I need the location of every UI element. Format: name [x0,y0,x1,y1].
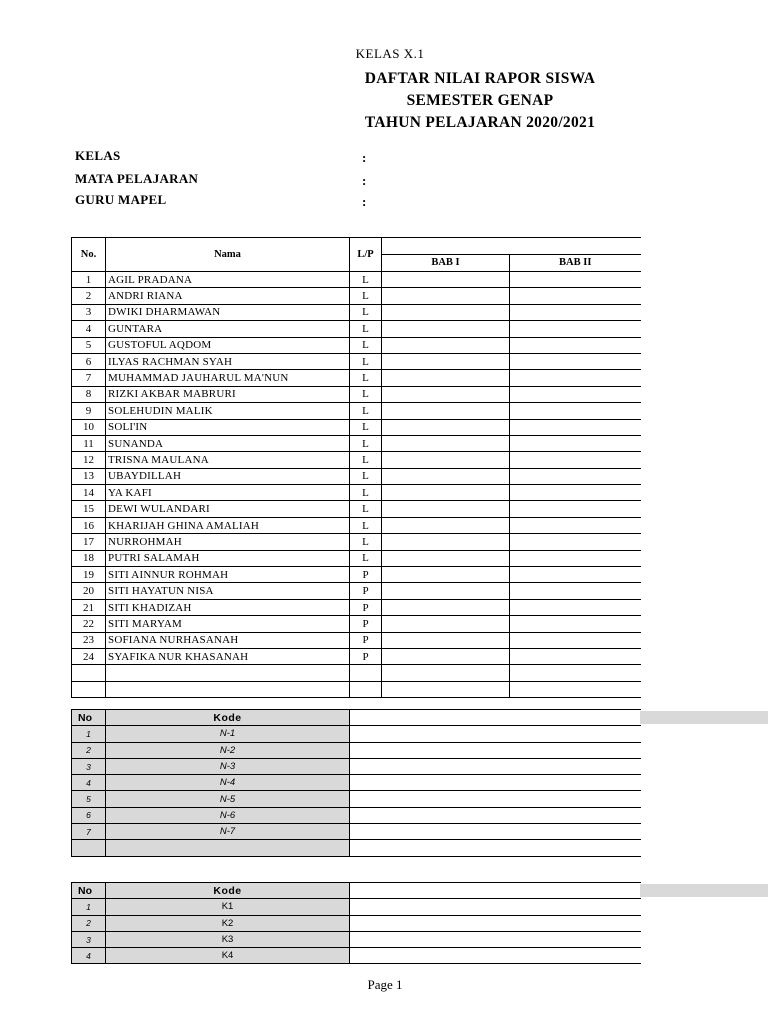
student-gender: L [350,485,382,501]
student-gender: L [350,419,382,435]
table-row [72,632,641,648]
code-row-description [350,824,641,840]
empty-cell [382,681,510,697]
info-label-kelas: KELAS [75,148,121,163]
table-row [72,485,641,501]
empty-row [72,681,641,697]
student-no: 16 [72,517,106,533]
student-gender: L [350,288,382,304]
code-row-description [350,726,641,742]
grade-cell-bab-1 [382,419,510,435]
student-gender: L [350,386,382,402]
code-row-kode: N-2 [106,742,350,758]
header-no: No. [72,238,106,272]
table-row [72,791,641,807]
grade-cell-bab-2 [510,583,641,599]
student-gender: L [350,452,382,468]
code-row-no: 3 [72,758,106,774]
student-no: 23 [72,632,106,648]
student-gender: P [350,567,382,583]
grade-cell-bab-2 [510,616,641,632]
student-gender: L [350,501,382,517]
shaded-band [640,884,768,897]
student-gender: P [350,616,382,632]
grade-cell-bab-1 [382,370,510,386]
code-row-no: 4 [72,948,106,964]
k-header-no: No [72,883,106,899]
student-gender: L [350,370,382,386]
code-row-kode: N-5 [106,791,350,807]
student-no: 22 [72,616,106,632]
grade-cell-bab-2 [510,599,641,615]
empty-cell [350,840,641,856]
student-gender: P [350,599,382,615]
code-row-description [350,931,641,947]
student-name: KHARIJAH GHINA AMALIAH [106,517,350,533]
table-row [72,550,641,566]
student-no: 3 [72,304,106,320]
info-colon-guru-mapel: : [362,194,367,209]
table-row [72,452,641,468]
student-gender: L [350,435,382,451]
grade-cell-bab-1 [382,288,510,304]
student-name: DWIKI DHARMAWAN [106,304,350,320]
student-no: 9 [72,403,106,419]
student-name: TRISNA MAULANA [106,452,350,468]
student-name: RIZKI AKBAR MABRURI [106,386,350,402]
info-label-guru-mapel: GURU MAPEL [75,192,167,207]
grade-cell-bab-2 [510,419,641,435]
grade-cell-bab-2 [510,353,641,369]
grade-cell-bab-1 [382,403,510,419]
student-no: 7 [72,370,106,386]
code-row-no: 3 [72,931,106,947]
code-row-kode: K3 [106,931,350,947]
code-row-kode: N-6 [106,807,350,823]
code-row-no: 4 [72,775,106,791]
student-no: 13 [72,468,106,484]
student-name: SITI KHADIZAH [106,599,350,615]
code-row-description [350,791,641,807]
student-no: 1 [72,272,106,288]
table-row [72,775,641,791]
grade-cell-bab-1 [382,567,510,583]
code-row-no: 1 [72,726,106,742]
grade-cell-bab-1 [382,648,510,664]
student-name: SOLEHUDIN MALIK [106,403,350,419]
table-row [72,648,641,664]
student-gender: L [350,550,382,566]
code-table-k [71,882,641,964]
student-no: 12 [72,452,106,468]
grade-cell-bab-2 [510,468,641,484]
grade-cell-bab-1 [382,452,510,468]
student-name: SOLI'IN [106,419,350,435]
grade-cell-bab-1 [382,272,510,288]
student-name: ANDRI RIANA [106,288,350,304]
grade-cell-bab-1 [382,534,510,550]
grade-cell-bab-2 [510,321,641,337]
student-gender: L [350,272,382,288]
student-name: MUHAMMAD JAUHARUL MA'NUN [106,370,350,386]
table-row [72,599,641,615]
grade-cell-bab-1 [382,435,510,451]
student-name: DEWI WULANDARI [106,501,350,517]
table-row [72,353,641,369]
student-no: 14 [72,485,106,501]
student-no: 6 [72,353,106,369]
table-row [72,321,641,337]
empty-row [72,840,641,856]
student-no: 11 [72,435,106,451]
grade-cell-bab-1 [382,337,510,353]
table-row [72,468,641,484]
code-row-description [350,807,641,823]
student-gender: P [350,632,382,648]
empty-cell [72,665,106,681]
table-row [72,567,641,583]
student-name: SITI HAYATUN NISA [106,583,350,599]
code-row-no: 5 [72,791,106,807]
student-gender: L [350,517,382,533]
grade-cell-bab-1 [382,632,510,648]
info-colon-kelas: : [362,150,367,165]
student-no: 24 [72,648,106,664]
grade-cell-bab-2 [510,304,641,320]
page-number: Page 1 [367,977,403,992]
code-row-description [350,775,641,791]
n-header-blank [350,710,641,726]
student-name: GUSTOFUL AQDOM [106,337,350,353]
student-gender: L [350,304,382,320]
grade-cell-bab-1 [382,321,510,337]
table-row [72,807,641,823]
student-name: SOFIANA NURHASANAH [106,632,350,648]
code-row-kode: N-3 [106,758,350,774]
academic-year-title: TAHUN PELAJARAN 2020/2021 [364,114,596,131]
student-name: SITI MARYAM [106,616,350,632]
header-nama: Nama [106,238,350,272]
grade-cell-bab-1 [382,386,510,402]
code-row-kode: K4 [106,948,350,964]
grade-cell-bab-2 [510,452,641,468]
header-chapter-group [382,238,641,255]
table-row [72,931,641,947]
table-row [72,370,641,386]
student-gender: L [350,321,382,337]
grade-cell-bab-2 [510,534,641,550]
header-lp: L/P [350,238,382,272]
code-row-no: 6 [72,807,106,823]
grade-cell-bab-2 [510,435,641,451]
student-no: 17 [72,534,106,550]
grade-cell-bab-2 [510,272,641,288]
empty-cell [106,840,350,856]
empty-cell [106,665,350,681]
table-row [72,419,641,435]
table-row [72,386,641,402]
table-row [72,948,641,964]
info-label-mata-pelajaran: MATA PELAJARAN [75,171,199,186]
table-row [72,899,641,915]
student-gender: L [350,468,382,484]
student-name: GUNTARA [106,321,350,337]
student-no: 8 [72,386,106,402]
student-gender: P [350,648,382,664]
grade-cell-bab-2 [510,386,641,402]
student-no: 19 [72,567,106,583]
student-gender: L [350,353,382,369]
table-row [72,915,641,931]
code-row-description [350,915,641,931]
code-row-kode: N-7 [106,824,350,840]
table-row [72,726,641,742]
table-row [72,501,641,517]
shaded-band [640,711,768,724]
student-no: 5 [72,337,106,353]
grade-cell-bab-2 [510,517,641,533]
code-row-description [350,899,641,915]
student-gender: L [350,403,382,419]
code-row-description [350,948,641,964]
empty-cell [350,681,382,697]
table-row [72,288,641,304]
code-row-kode: N-4 [106,775,350,791]
student-name: YA KAFI [106,485,350,501]
code-row-description [350,742,641,758]
grade-cell-bab-1 [382,616,510,632]
student-no: 4 [72,321,106,337]
grade-cell-bab-2 [510,370,641,386]
table-row [72,337,641,353]
student-name: SYAFIKA NUR KHASANAH [106,648,350,664]
grade-cell-bab-2 [510,288,641,304]
student-no: 2 [72,288,106,304]
student-name: NURROHMAH [106,534,350,550]
table-row [72,517,641,533]
table-row [72,758,641,774]
table-row [72,403,641,419]
grade-cell-bab-2 [510,337,641,353]
code-table-n [71,709,641,857]
grade-cell-bab-1 [382,517,510,533]
student-name: SITI AINNUR ROHMAH [106,567,350,583]
k-header-kode: Kode [106,883,350,899]
table-row [72,435,641,451]
empty-cell [72,681,106,697]
student-gender: L [350,337,382,353]
student-no: 18 [72,550,106,566]
grade-cell-bab-1 [382,468,510,484]
grade-cell-bab-2 [510,501,641,517]
n-header-kode: Kode [106,710,350,726]
report-title: DAFTAR NILAI RAPOR SISWA [364,70,596,87]
student-name: AGIL PRADANA [106,272,350,288]
code-row-description [350,758,641,774]
student-no: 10 [72,419,106,435]
student-gender: P [350,583,382,599]
empty-cell [350,665,382,681]
header-bab-2: BAB II [510,254,641,271]
empty-cell [510,665,641,681]
empty-cell [106,681,350,697]
empty-cell [382,665,510,681]
grade-cell-bab-1 [382,304,510,320]
grade-cell-bab-1 [382,583,510,599]
table-row [72,824,641,840]
code-row-kode: K2 [106,915,350,931]
table-row [72,583,641,599]
grade-cell-bab-2 [510,550,641,566]
student-name: ILYAS RACHMAN SYAH [106,353,350,369]
grade-cell-bab-2 [510,485,641,501]
info-colon-mata-pelajaran: : [362,173,367,188]
student-no: 15 [72,501,106,517]
empty-row [72,665,641,681]
code-row-no: 2 [72,742,106,758]
table-row [72,742,641,758]
student-name: UBAYDILLAH [106,468,350,484]
grade-cell-bab-1 [382,485,510,501]
code-row-kode: N-1 [106,726,350,742]
semester-title: SEMESTER GENAP [406,92,554,109]
table-row [72,534,641,550]
grade-cell-bab-2 [510,567,641,583]
grade-cell-bab-2 [510,403,641,419]
header-bab-1: BAB I [382,254,510,271]
code-row-no: 2 [72,915,106,931]
code-row-no: 7 [72,824,106,840]
code-row-no: 1 [72,899,106,915]
student-no: 20 [72,583,106,599]
table-row [72,304,641,320]
n-header-no: No [72,710,106,726]
grade-cell-bab-1 [382,353,510,369]
empty-cell [72,840,106,856]
grade-table [71,237,641,698]
student-no: 21 [72,599,106,615]
grade-cell-bab-1 [382,599,510,615]
student-name: SUNANDA [106,435,350,451]
code-row-kode: K1 [106,899,350,915]
table-row [72,272,641,288]
grade-cell-bab-2 [510,632,641,648]
grade-cell-bab-2 [510,648,641,664]
grade-cell-bab-1 [382,501,510,517]
student-gender: L [350,534,382,550]
table-row [72,616,641,632]
student-name: PUTRI SALAMAH [106,550,350,566]
class-label: KELAS X.1 [355,46,425,61]
k-header-blank [350,883,641,899]
grade-cell-bab-1 [382,550,510,566]
empty-cell [510,681,641,697]
